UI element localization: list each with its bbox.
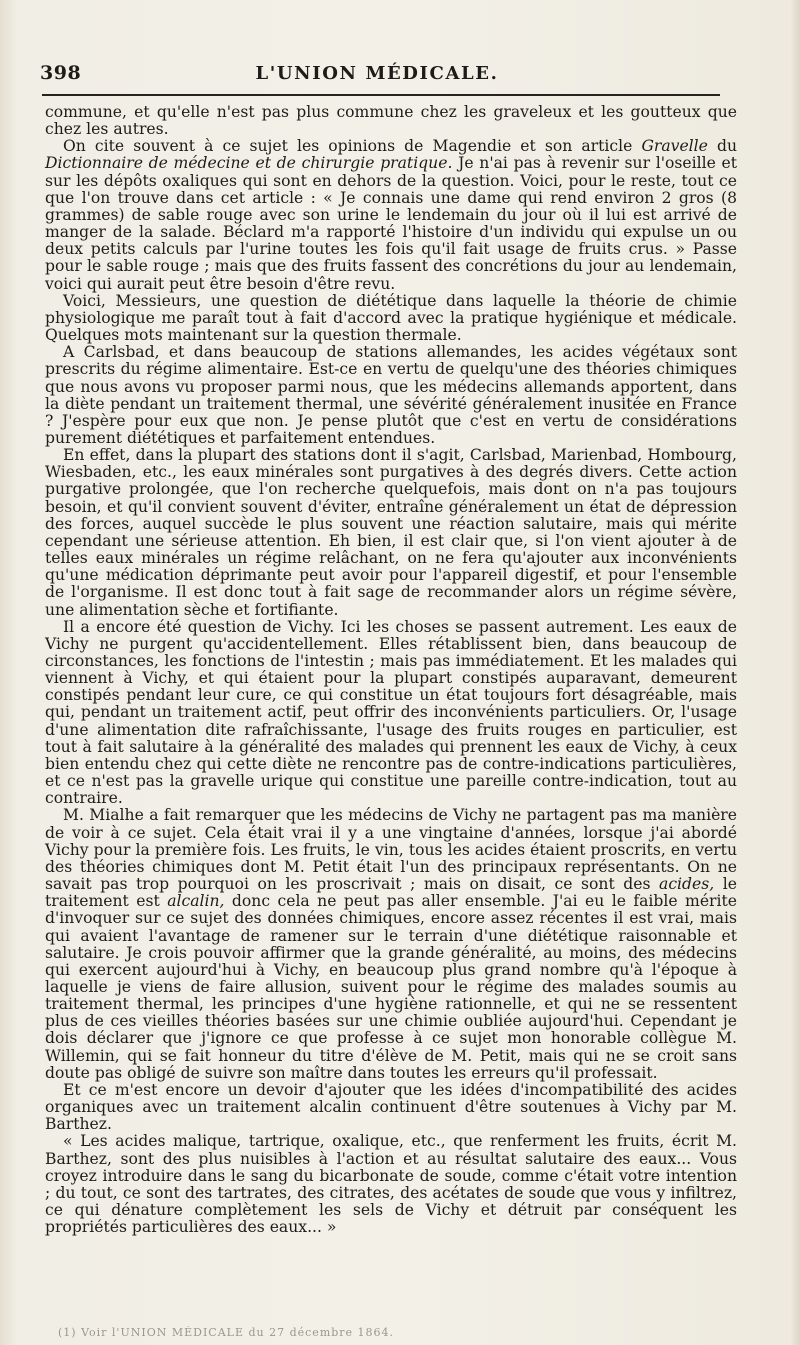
running-head: L'UNION MÉDICALE. [255, 63, 499, 84]
paragraph-7-italic-acides: acides, [659, 875, 715, 894]
paragraph-7-text-c: donc cela ne peut pas aller ensemble. J'ai eu le faible mérite d'invoquer sur ce sujet des données chimiques, encore assez récentes il est vrai, mais qui avaient l'avantage de ramener sur le terrain d'une diététique raisonnable et salutaire. Je crois pouvoir affirmer que la grande généralité, au moins, des médecins qui exercent aujourd'hui à Vichy, en beaucoup plus grand nombre qu'à l'époque à laquelle je viens de faire allusion, suivent pour le régime des malades soumis au traitement thermal, les principes d'une hygiène rationnelle, et qui ne se ressentent plus de ces vieilles théories basées sur une chimie oubliée aujourd'hui. Cependant je dois déclarer que j'ignore ce que professe à ce sujet mon honorable collègue M. Willemin, qui se fait honneur du titre d'élève de M. Petit, mais qui ne se croit sans doute pas obligé de suivre son maître dans toutes les erreurs qu'il professait. [45, 892, 737, 1082]
paragraph-2 [45, 138, 737, 292]
header-rule [42, 94, 720, 96]
paragraph-7-italic-alcalin: alcalin, [167, 892, 225, 911]
paragraph-2-text-b: du [707, 137, 738, 156]
page-header [34, 58, 720, 88]
paragraph-5: En effet, dans la plupart des stations dont il s'agit, Carlsbad, Marienbad, Hombourg, Wiesbaden, etc., les eaux minérales sont purgatives à des degrés divers. Cette action purgative prolongée, que l'on recherche quelquefois, mais dont on n'a pas toujours besoin, et qu'il convient souvent d'éviter, entraîne généralement un état de dépression des forces, auquel succède le plus souvent une réaction salutaire, mais qui mérite cependant une sérieuse attention. Eh bien, il est clair que, si l'on vient ajouter à de telles eaux minérales un régime relâchant, on ne fera qu'ajouter aux inconvénients qu'une médication déprimante peut avoir pour l'appareil digestif, et pour l'ensemble de l'organisme. Il est donc tout à fait sage de recommander alors un régime sévère, une alimentation sèche et fortifiante. [45, 446, 737, 619]
paragraph-2-italic-gravelle: Gravelle [641, 137, 708, 156]
paragraph-3: Voici, Messieurs, une question de diététique dans laquelle la théorie de chimie physiologique me paraît tout à fait d'accord avec la pratique hygiénique et médicale. Quelques mots maintenant sur la question thermale. [45, 291, 737, 345]
body-text [45, 104, 737, 1236]
paragraph-2-text-a: On cite souvent à ce sujet les opinions de Magendie et son article [63, 137, 642, 156]
paragraph-8: Et ce m'est encore un devoir d'ajouter que les idées d'incompatibilité des acides organiques avec un traitement alcalin continuent d'être soutenues à Vichy par M. Barthez. [45, 1080, 737, 1134]
paragraph-1: commune, et qu'elle n'est pas plus commune chez les graveleux et les goutteux que chez les autres. [45, 103, 737, 139]
footnote-bleedthrough: (1) Voir l'UNION MÉDICALE du 27 décembre 1864. [58, 1326, 395, 1339]
paragraph-2-text-c: Je n'ai pas à revenir sur l'oseille et sur les dépôts oxaliques qui sont en dehors de la question. Voici, pour le reste, tout ce que l'on trouve dans cet article : « Je connais une dame qui rend environ 2 gros (8 grammes) de sable rouge avec son urine le lendemain du jour où il lui est arrivé de manger de la salade. Béclard m'a rapporté l'histoire d'un individu qui expulse un ou deux petits calculs par l'urine toutes les fois qu'il fait usage de fruits crus. » Passe pour le sable rouge ; mais que des fruits fassent des concrétions du jour au lendemain, voici qui aurait peut être besoin d'être revu. [45, 154, 738, 293]
paragraph-7-text-b: le traitement est [45, 875, 737, 911]
paragraph-2-italic-dictionnaire: Dictionnaire de médecine et de chirurgie pratique. [45, 154, 453, 173]
paragraph-9: « Les acides malique, tartrique, oxalique, etc., que renferment les fruits, écrit M. Barthez, sont des plus nuisibles à l'action et au résultat salutaire des eaux... Vous croyez introduire dans le sang du bicarbonate de soude, comme c'était votre intention ; du tout, ce sont des tartrates, des citrates, des acétates de soude que vous y infiltrez, ce qui dénature complètement les sels de Vichy et détruit par conséquent les propriétés particulières des eaux... » [45, 1132, 737, 1237]
paragraph-4: A Carlsbad, et dans beaucoup de stations allemandes, les acides végétaux sont prescrits du régime alimentaire. Est-ce en vertu de quelqu'une des théories chimiques que nous avons vu proposer parmi nous, que les médecins allemands apportent, dans la diète pendant un traitement thermal, une sévérité généralement inusitée en France ? J'espère pour eux que non. Je pense plutôt que c'est en vertu de considérations purement diététiques et parfaitement entendues. [45, 343, 737, 447]
paragraph-6: Il a encore été question de Vichy. Ici les choses se passent autrement. Les eaux de Vichy ne purgent qu'accidentellement. Elles rétablissent bien, dans beaucoup de circonstances, les fonctions de l'intestin ; mais pas immédiatement. Et les malades qui viennent à Vichy, et qui étaient pour la plupart constipés auparavant, demeurent constipés pendant leur cure, ce qui constitue un état toujours fort désagréable, mais qui, pendant un traitement actif, peut offrir des inconvénients particuliers. Or, l'usage d'une alimentation dite rafraîchissante, l'usage des fruits rouges en particulier, est tout à fait salutaire à la généralité des malades qui prennent les eaux de Vichy, à ceux bien entendu chez qui cette diète ne rencontre pas de contre-indications particulières, et ce n'est pas la gravelle urique qui constitue une pareille contre-indication, tout au contraire. [45, 617, 737, 808]
page-number: 398 [40, 62, 82, 84]
paragraph-7 [45, 807, 737, 1082]
paragraph-7-text-a: M. Mialhe a fait remarquer que les médecins de Vichy ne partagent pas ma manière de voir à ce sujet. Cela était vrai il y a une vingtaine d'années, lorsque j'ai abordé Vichy pour la première fois. Les fruits, le vin, tous les acides étaient proscrits, en vertu des théories chimiques dont M. Petit était l'un des principaux représentants. On ne savait pas trop pourquoi on les proscrivait ; mais on disait, ce sont des [45, 806, 737, 894]
